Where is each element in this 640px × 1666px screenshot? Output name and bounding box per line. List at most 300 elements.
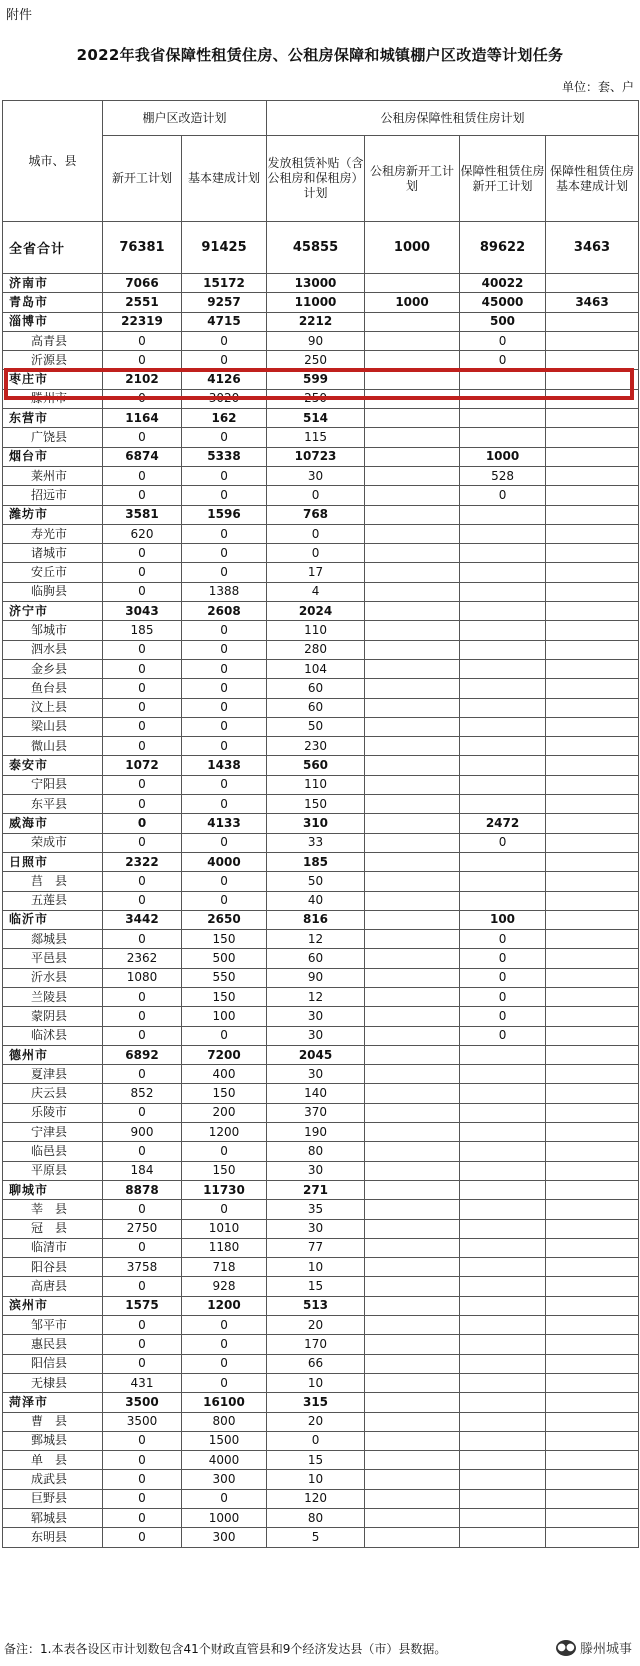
value-cell — [460, 409, 546, 428]
city-row — [3, 447, 639, 466]
value-cell: 3500 — [103, 1412, 182, 1431]
value-cell: 115 — [267, 428, 365, 447]
value-cell: 13000 — [267, 274, 365, 293]
value-cell: 10 — [267, 1470, 365, 1489]
value-cell: 190 — [267, 1123, 365, 1142]
value-cell: 514 — [267, 409, 365, 428]
header-group-rental: 公租房保障性租赁住房计划 — [267, 101, 639, 136]
value-cell: 0 — [460, 968, 546, 987]
value-cell: 718 — [182, 1258, 267, 1277]
value-cell — [546, 563, 639, 582]
region-name: 无棣县 — [3, 1373, 103, 1392]
total-cell: 3463 — [546, 222, 639, 274]
value-cell: 60 — [267, 949, 365, 968]
county-row — [3, 930, 639, 949]
value-cell — [365, 968, 460, 987]
value-cell — [365, 1412, 460, 1431]
value-cell — [460, 1142, 546, 1161]
county-row — [3, 1161, 639, 1180]
value-cell — [546, 1296, 639, 1315]
header-col-4: 公租房新开工计划 — [365, 136, 460, 222]
value-cell: 150 — [182, 1084, 267, 1103]
value-cell: 0 — [460, 949, 546, 968]
value-cell: 4000 — [182, 1451, 267, 1470]
value-cell: 0 — [103, 1451, 182, 1470]
value-cell — [460, 1277, 546, 1296]
county-row — [3, 544, 639, 563]
value-cell: 0 — [182, 891, 267, 910]
region-name: 莱州市 — [3, 466, 103, 485]
county-row — [3, 1238, 639, 1257]
value-cell — [546, 505, 639, 524]
value-cell: 0 — [182, 1489, 267, 1508]
value-cell — [460, 1393, 546, 1412]
value-cell — [365, 1180, 460, 1199]
value-cell: 5 — [267, 1528, 365, 1547]
value-cell — [460, 1296, 546, 1315]
value-cell — [546, 351, 639, 370]
value-cell — [546, 949, 639, 968]
region-name: 沂水县 — [3, 968, 103, 987]
value-cell: 1080 — [103, 968, 182, 987]
city-row — [3, 505, 639, 524]
value-cell: 0 — [103, 466, 182, 485]
value-cell: 90 — [267, 331, 365, 350]
value-cell — [365, 1451, 460, 1470]
value-cell: 1388 — [182, 582, 267, 601]
region-name: 枣庄市 — [3, 370, 103, 389]
value-cell — [460, 1258, 546, 1277]
value-cell — [365, 312, 460, 331]
value-cell — [460, 1316, 546, 1335]
county-row — [3, 872, 639, 891]
region-name: 单 县 — [3, 1451, 103, 1470]
value-cell: 0 — [182, 659, 267, 678]
value-cell: 0 — [103, 544, 182, 563]
value-cell — [460, 621, 546, 640]
value-cell: 1200 — [182, 1296, 267, 1315]
value-cell — [460, 1200, 546, 1219]
value-cell — [546, 659, 639, 678]
region-name: 阳谷县 — [3, 1258, 103, 1277]
value-cell: 0 — [103, 833, 182, 852]
value-cell: 1000 — [460, 447, 546, 466]
value-cell — [460, 389, 546, 408]
region-name: 惠民县 — [3, 1335, 103, 1354]
region-name: 平原县 — [3, 1161, 103, 1180]
value-cell — [460, 891, 546, 910]
value-cell — [546, 331, 639, 350]
region-name: 日照市 — [3, 852, 103, 871]
value-cell: 90 — [267, 968, 365, 987]
city-row — [3, 756, 639, 775]
value-cell — [546, 1354, 639, 1373]
value-cell: 5338 — [182, 447, 267, 466]
value-cell: 4126 — [182, 370, 267, 389]
value-cell: 40022 — [460, 274, 546, 293]
value-cell: 80 — [267, 1509, 365, 1528]
value-cell — [365, 1528, 460, 1547]
value-cell: 900 — [103, 1123, 182, 1142]
county-row — [3, 1509, 639, 1528]
value-cell — [365, 1123, 460, 1142]
value-cell: 0 — [103, 659, 182, 678]
value-cell — [365, 1200, 460, 1219]
value-cell: 0 — [103, 563, 182, 582]
value-cell — [546, 1316, 639, 1335]
value-cell — [546, 1373, 639, 1392]
value-cell — [546, 1200, 639, 1219]
value-cell: 0 — [182, 1354, 267, 1373]
value-cell — [546, 775, 639, 794]
value-cell — [460, 370, 546, 389]
value-cell: 300 — [182, 1470, 267, 1489]
value-cell: 0 — [182, 524, 267, 543]
region-name: 曹 县 — [3, 1412, 103, 1431]
value-cell — [365, 447, 460, 466]
value-cell: 0 — [103, 1142, 182, 1161]
value-cell: 22319 — [103, 312, 182, 331]
region-name: 广饶县 — [3, 428, 103, 447]
county-row — [3, 1277, 639, 1296]
region-name: 临清市 — [3, 1238, 103, 1257]
county-row — [3, 582, 639, 601]
value-cell: 3442 — [103, 910, 182, 929]
value-cell: 0 — [182, 1373, 267, 1392]
value-cell: 0 — [103, 775, 182, 794]
value-cell: 560 — [267, 756, 365, 775]
value-cell — [460, 1045, 546, 1064]
total-cell: 45855 — [267, 222, 365, 274]
value-cell — [460, 505, 546, 524]
value-cell — [365, 602, 460, 621]
value-cell: 0 — [103, 987, 182, 1006]
value-cell — [365, 428, 460, 447]
value-cell — [365, 1238, 460, 1257]
region-name: 成武县 — [3, 1470, 103, 1489]
city-row — [3, 910, 639, 929]
region-name: 高唐县 — [3, 1277, 103, 1296]
value-cell: 0 — [103, 640, 182, 659]
value-cell: 1500 — [182, 1431, 267, 1450]
value-cell — [546, 833, 639, 852]
value-cell: 20 — [267, 1316, 365, 1335]
value-cell: 150 — [182, 1161, 267, 1180]
value-cell — [365, 679, 460, 698]
value-cell: 550 — [182, 968, 267, 987]
value-cell: 852 — [103, 1084, 182, 1103]
region-name: 临朐县 — [3, 582, 103, 601]
value-cell — [365, 1431, 460, 1450]
value-cell — [365, 1065, 460, 1084]
value-cell: 1575 — [103, 1296, 182, 1315]
region-name: 潍坊市 — [3, 505, 103, 524]
value-cell: 0 — [182, 466, 267, 485]
county-row — [3, 659, 639, 678]
value-cell — [460, 1123, 546, 1142]
value-cell — [460, 1219, 546, 1238]
region-name: 乐陵市 — [3, 1103, 103, 1122]
footnote: 备注：1.本表各设区市计划数包含41个财政直管县和9个经济发达县（市）县数据。 — [4, 1642, 447, 1656]
value-cell: 35 — [267, 1200, 365, 1219]
value-cell: 0 — [182, 698, 267, 717]
city-row — [3, 312, 639, 331]
value-cell: 3758 — [103, 1258, 182, 1277]
value-cell — [546, 872, 639, 891]
region-name: 荣成市 — [3, 833, 103, 852]
value-cell — [546, 544, 639, 563]
value-cell — [546, 274, 639, 293]
county-row — [3, 1026, 639, 1045]
value-cell — [460, 795, 546, 814]
value-cell — [365, 717, 460, 736]
region-name: 巨野县 — [3, 1489, 103, 1508]
value-cell — [365, 930, 460, 949]
watermark-text: 滕州城事 — [579, 1642, 632, 1657]
value-cell — [365, 1354, 460, 1373]
value-cell — [546, 987, 639, 1006]
value-cell — [460, 582, 546, 601]
total-cell: 76381 — [103, 222, 182, 274]
value-cell: 0 — [182, 1316, 267, 1335]
value-cell — [546, 312, 639, 331]
value-cell: 0 — [182, 717, 267, 736]
value-cell: 60 — [267, 698, 365, 717]
value-cell — [365, 910, 460, 929]
county-row — [3, 1528, 639, 1547]
header-col-5: 保障性租赁住房新开工计划 — [460, 136, 546, 222]
region-name: 招远市 — [3, 486, 103, 505]
value-cell: 4133 — [182, 814, 267, 833]
value-cell: 150 — [182, 930, 267, 949]
region-name: 青岛市 — [3, 293, 103, 312]
value-cell — [365, 1277, 460, 1296]
value-cell — [365, 640, 460, 659]
value-cell: 15 — [267, 1277, 365, 1296]
value-cell — [365, 1335, 460, 1354]
value-cell — [546, 486, 639, 505]
value-cell: 200 — [182, 1103, 267, 1122]
value-cell: 0 — [267, 524, 365, 543]
region-name: 邹城市 — [3, 621, 103, 640]
region-name: 邹平市 — [3, 1316, 103, 1335]
value-cell — [365, 524, 460, 543]
value-cell: 0 — [103, 1509, 182, 1528]
value-cell — [546, 679, 639, 698]
value-cell: 0 — [182, 486, 267, 505]
value-cell: 599 — [267, 370, 365, 389]
value-cell: 0 — [182, 1335, 267, 1354]
region-name: 滕州市 — [3, 389, 103, 408]
value-cell — [365, 833, 460, 852]
value-cell: 0 — [103, 795, 182, 814]
city-row — [3, 602, 639, 621]
value-cell — [546, 1528, 639, 1547]
value-cell: 280 — [267, 640, 365, 659]
value-cell: 66 — [267, 1354, 365, 1373]
value-cell: 0 — [103, 486, 182, 505]
value-cell — [460, 1489, 546, 1508]
county-row — [3, 1123, 639, 1142]
region-name: 聊城市 — [3, 1180, 103, 1199]
value-cell: 15 — [267, 1451, 365, 1470]
value-cell — [546, 621, 639, 640]
value-cell: 20 — [267, 1412, 365, 1431]
value-cell: 0 — [267, 486, 365, 505]
value-cell — [460, 1412, 546, 1431]
value-cell — [546, 389, 639, 408]
region-name: 滨州市 — [3, 1296, 103, 1315]
value-cell — [365, 1142, 460, 1161]
value-cell: 0 — [103, 1238, 182, 1257]
value-cell: 7200 — [182, 1045, 267, 1064]
value-cell: 0 — [460, 351, 546, 370]
value-cell — [365, 891, 460, 910]
total-cell: 91425 — [182, 222, 267, 274]
value-cell — [546, 428, 639, 447]
value-cell: 0 — [182, 775, 267, 794]
city-row — [3, 1296, 639, 1315]
county-row — [3, 466, 639, 485]
value-cell: 0 — [103, 1103, 182, 1122]
region-name: 夏津县 — [3, 1065, 103, 1084]
value-cell — [546, 370, 639, 389]
value-cell — [460, 524, 546, 543]
watermark — [556, 1638, 632, 1657]
value-cell: 528 — [460, 466, 546, 485]
value-cell — [365, 505, 460, 524]
value-cell — [546, 1431, 639, 1450]
value-cell: 100 — [182, 1007, 267, 1026]
value-cell: 30 — [267, 1065, 365, 1084]
value-cell: 500 — [460, 312, 546, 331]
value-cell: 1180 — [182, 1238, 267, 1257]
value-cell: 2750 — [103, 1219, 182, 1238]
value-cell — [365, 466, 460, 485]
value-cell: 0 — [103, 1489, 182, 1508]
city-row — [3, 1180, 639, 1199]
value-cell — [546, 891, 639, 910]
county-row — [3, 1065, 639, 1084]
value-cell — [546, 1238, 639, 1257]
region-name: 五莲县 — [3, 891, 103, 910]
value-cell: 0 — [103, 679, 182, 698]
county-row — [3, 1431, 639, 1450]
value-cell: 315 — [267, 1393, 365, 1412]
value-cell — [365, 1045, 460, 1064]
value-cell: 928 — [182, 1277, 267, 1296]
county-row — [3, 524, 639, 543]
value-cell — [546, 814, 639, 833]
value-cell: 16100 — [182, 1393, 267, 1412]
region-name: 安丘市 — [3, 563, 103, 582]
value-cell — [460, 1180, 546, 1199]
plan-table — [2, 100, 639, 1548]
region-name: 东营市 — [3, 409, 103, 428]
county-row — [3, 968, 639, 987]
header-col-1: 新开工计划 — [103, 136, 182, 222]
value-cell — [365, 351, 460, 370]
value-cell: 140 — [267, 1084, 365, 1103]
value-cell: 15172 — [182, 274, 267, 293]
value-cell: 431 — [103, 1373, 182, 1392]
value-cell — [460, 698, 546, 717]
value-cell: 8878 — [103, 1180, 182, 1199]
value-cell — [365, 389, 460, 408]
value-cell — [365, 1084, 460, 1103]
city-row — [3, 852, 639, 871]
value-cell: 0 — [103, 1431, 182, 1450]
county-row — [3, 679, 639, 698]
value-cell — [546, 1489, 639, 1508]
value-cell: 1164 — [103, 409, 182, 428]
value-cell — [546, 717, 639, 736]
region-name: 汶上县 — [3, 698, 103, 717]
value-cell: 11730 — [182, 1180, 267, 1199]
region-name: 莒 县 — [3, 872, 103, 891]
value-cell: 12 — [267, 987, 365, 1006]
value-cell — [546, 409, 639, 428]
value-cell: 230 — [267, 737, 365, 756]
value-cell: 4715 — [182, 312, 267, 331]
value-cell: 0 — [460, 1007, 546, 1026]
value-cell: 1072 — [103, 756, 182, 775]
header-city: 城市、县 — [3, 101, 103, 222]
value-cell: 0 — [267, 1431, 365, 1450]
value-cell — [365, 814, 460, 833]
value-cell — [546, 1007, 639, 1026]
value-cell: 1000 — [182, 1509, 267, 1528]
value-cell — [460, 717, 546, 736]
value-cell: 2362 — [103, 949, 182, 968]
value-cell — [365, 331, 460, 350]
value-cell: 2551 — [103, 293, 182, 312]
region-name: 威海市 — [3, 814, 103, 833]
value-cell: 1200 — [182, 1123, 267, 1142]
header-group-shantytown: 棚户区改造计划 — [103, 101, 267, 136]
city-row — [3, 814, 639, 833]
value-cell: 0 — [103, 1528, 182, 1547]
region-name: 烟台市 — [3, 447, 103, 466]
value-cell: 0 — [182, 1026, 267, 1045]
value-cell — [460, 659, 546, 678]
value-cell: 30 — [267, 1219, 365, 1238]
value-cell: 2608 — [182, 602, 267, 621]
county-row — [3, 1335, 639, 1354]
value-cell — [365, 1373, 460, 1392]
region-name: 金乡县 — [3, 659, 103, 678]
value-cell: 40 — [267, 891, 365, 910]
value-cell — [546, 737, 639, 756]
region-name: 东平县 — [3, 795, 103, 814]
region-name: 冠 县 — [3, 1219, 103, 1238]
value-cell: 104 — [267, 659, 365, 678]
county-row — [3, 351, 639, 370]
county-row — [3, 1489, 639, 1508]
value-cell — [460, 1161, 546, 1180]
value-cell — [546, 1219, 639, 1238]
value-cell: 0 — [103, 1007, 182, 1026]
header-col-2: 基本建成计划 — [182, 136, 267, 222]
value-cell: 0 — [103, 698, 182, 717]
county-row — [3, 486, 639, 505]
value-cell — [460, 1238, 546, 1257]
value-cell — [460, 1470, 546, 1489]
value-cell — [546, 602, 639, 621]
value-cell — [460, 775, 546, 794]
value-cell — [365, 1258, 460, 1277]
value-cell — [365, 698, 460, 717]
